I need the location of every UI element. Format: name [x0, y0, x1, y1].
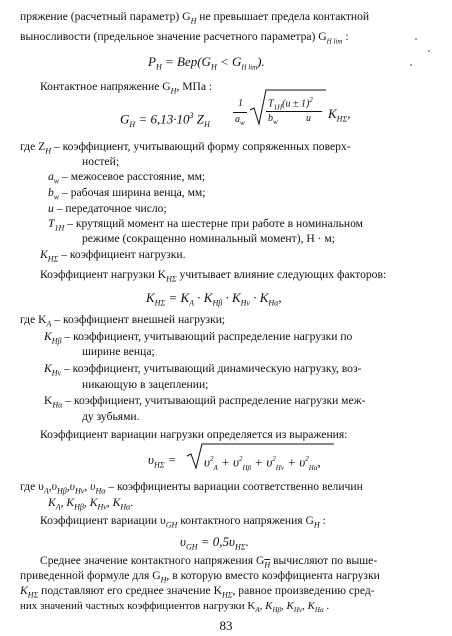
scan-speck [410, 64, 412, 66]
text-line: Среднее значение контактного напряжения $G_{\overline{H}}$ вычисляют по выше- [40, 554, 378, 570]
formula-probability: $P_H = Bep(G_H < G_{H lim})$. [148, 54, 265, 72]
definition-line: $K_{H\Sigma}$ – коэффициент нагрузки. [40, 248, 186, 264]
scan-speck [415, 38, 417, 40]
definition-line: никающую в зацеплении; [82, 378, 209, 391]
text-line: приведенной формуле для $G_H$, в которую вместо коэффициента нагрузки [20, 569, 380, 585]
formula-stress-variation: $\upsilon_{GH} = 0,5\upsilon_{H\Sigma}$. [180, 534, 249, 552]
definition-line: $b_w$ – рабочая ширина венца, мм; [48, 186, 206, 202]
definition-line: $K_{H\beta}$ – коэффициент, учитывающий распределение нагрузки по [44, 330, 353, 346]
text-line: $K_A$, $K_{H\beta}$, $K_{Hv}$, $K_{H\alpha}$. [48, 496, 134, 512]
formula-variation: $\upsilon_{H\Sigma}$ = [148, 452, 177, 470]
definition-line: u – передаточное число; [48, 202, 167, 215]
text-line: Коэффициент нагрузки $K_{H\Sigma}$ учитывает влияние следующих факторов: [40, 268, 387, 284]
scan-speck [428, 50, 430, 52]
definition-line: где $K_A$ – коэффициент внешней нагрузки; [20, 313, 226, 329]
text-line: Коэффициент вариации нагрузки определяется из выражения: [40, 428, 348, 441]
definition-line: где $Z_H$ – коэффициент, учитывающий форму сопряженных поверх- [20, 140, 351, 156]
text-line: где $\upsilon_A,\upsilon_{H\beta},\upsilon_{Hv}$, $\upsilon_{H\alpha}$ – коэффициенты вариации соответственно величин [20, 480, 363, 496]
text-line: Контактное напряжение $G_H$, МПа : [40, 80, 213, 96]
definition-line: ностей; [82, 155, 120, 168]
formula-contact-stress: $G_H = 6,13\cdot 10^3$ $Z_H$ [120, 111, 210, 129]
definition-line: ширине венца; [82, 345, 155, 358]
definition-line: $a_w$ – межосевое расстояние, мм; [48, 170, 206, 186]
text-line: них значений частных коэффициентов нагрузки $K_A$, $K_{H\beta}$, $K_{Hv}$, $K_{H\alpha}$ . [20, 600, 330, 615]
definition-line: $K_{Hv}$ – коэффициент, учитывающий динамическую нагрузку, воз- [44, 362, 362, 378]
text-line: пряжение (расчетный параметр) $G_H$ не превышает предела контактной [20, 10, 370, 26]
definition-line: ду зубьями. [82, 410, 140, 423]
book-page: пряжение (расчетный параметр) $G_H$ не превышает предела контактной выносливости (предельное значение расчетного параметра) $G_{H lim}$ : $P_H = Bep(G_H < G_{H lim})$. Контактное напряжение $G_H$, МПа : $G_H = 6,13\cdot 10^3$ $Z_H$ 1 $a_w$ $T_{1H}(u \pm 1)^2$ $b_w$ u $K_{H\Sigma}$, где $Z_H$ – коэффициент, учитывающий форму сопряженных поверх- ностей; $a_w$ – межосевое расстояние, мм; $b_w$ – рабочая ширина венца, мм; u – передаточное число; $T_{1H}$ – крутящий момент на шестерне при работе в номинальном режиме (сокращенно номинальный момент), Н · м; $K_{H\Sigma}$ – коэффициент нагрузки. Коэффициент нагрузки $K_{H\Sigma}$ учитывает влияние следующих факторов: $K_{H\Sigma} = K_A \cdot K_{H\beta} \cdot K_{Hv} \cdot K_{H\alpha}$, где $K_A$ – коэффициент внешней нагрузки; $K_{H\beta}$ – коэффициент, учитывающий распределение нагрузки по ширине венца; $K_{Hv}$ – коэффициент, учитывающий динамическую нагрузку, воз- никающую в зацеплении; $K_{H\alpha}$ – коэффициент, учитывающий распределение нагрузки меж- ду зубьями. Коэффициент вариации нагрузки определяется из выражения: $\upsilon_{H\Sigma}$ = $\upsilon^2_A + \upsilon^2_{H\beta} + \upsilon^2_{Hv} + \upsilon^2_{H\alpha}$, где $\upsilon_A,\upsilon_{H\beta},\upsilon_{Hv}$, $\upsilon_{H\alpha}$ – коэффициенты вариации соответственно величин $K_A$, $K_{H\beta}$, $K_{Hv}$, $K_{H\alpha}$. Коэффициент вариации $\upsilon_{GH}$ контактного напряжения $G_H$ : $\upsilon_{GH} = 0,5\upsilon_{H\Sigma}$. Среднее значение контактного напряжения $G_{\overline{H}}$ вычисляют по выше- приведенной формуле для $G_H$, в которую вместо коэффициента нагрузки $K_{H\Sigma}$ подставляют его среднее значение $K_{H\Sigma}$, равное произведению сред- них значений частных коэффициентов нагрузки $K_A$, $K_{H\beta}$, $K_{Hv}$, $K_{H\alpha}$ . 83 [0, 0, 452, 636]
page-number: 83 [219, 618, 233, 633]
definition-line: $T_{1H}$ – крутящий момент на шестерне при работе в номинальном [48, 217, 363, 233]
definition-line: $K_{H\alpha}$ – коэффициент, учитывающий распределение нагрузки меж- [44, 394, 366, 410]
text-line: $K_{H\Sigma}$ подставляют его среднее значение $K_{H\Sigma}$, равное произведению сред- [20, 584, 375, 600]
formula-load-factor: $K_{H\Sigma} = K_A \cdot K_{H\beta} \cdot K_{Hv} \cdot K_{H\alpha}$, [146, 290, 282, 308]
text-line: Коэффициент вариации $\upsilon_{GH}$ контактного напряжения $G_H$ : [40, 514, 326, 530]
text-line: выносливости (предельное значение расчетного параметра) $G_{H lim}$ : [20, 30, 349, 46]
definition-line: режиме (сокращенно номинальный момент), Н · м; [82, 232, 335, 245]
